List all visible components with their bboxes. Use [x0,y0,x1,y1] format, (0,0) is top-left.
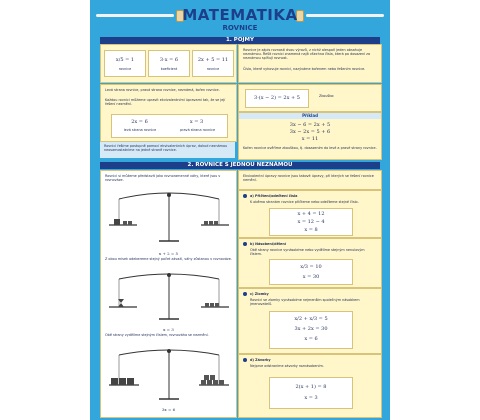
rule-a-text: K oběma stranám rovnice přičteme nebo odečteme stejné číslo. [250,200,359,204]
terms-eq-left: 2x = 6 [131,119,148,125]
section-1-mid-left-panel [100,84,237,142]
section-1-heading: 1. POJMY [100,37,380,44]
definition-text: Rovnice je zápis rovnosti dvou výrazů, z nichž alespoň jeden obsahuje neznámou. Řešit rovnici znamená najít všechna čísla, která po dosazení za neznámou splňují rovnost. [243,48,371,61]
rule-d-bullet [243,358,247,362]
check-label: Zkouška: [319,94,335,98]
page-subtitle: ROVNICE [222,24,258,32]
rule-c-eq-2: 3x + 2x = 30 [294,326,328,332]
eq-2-label: koeficient [160,67,178,71]
balance-scale-3 [109,347,229,407]
eq-box-2 [148,50,190,77]
rule-b-bullet [243,242,247,246]
root-definition-text: Číslo, které vyhovuje rovnici, nazýváme kořenem nebo řešením rovnice. [243,67,366,71]
rule-c-eq-box [269,311,353,349]
eq-3: 2x + 5 = 11 [197,57,229,63]
rule-c-eq-1: x/2 + x/3 = 5 [294,316,328,322]
check-text: Kořen rovnice ověříme zkouškou, tj. dosazením do levé a pravé strany rovnice. [243,146,377,150]
example-step-2: 3x − 2x = 5 + 6 [289,129,331,135]
eq-box-1 [104,50,146,77]
solving-text: Rovnici řešíme postupně pomocí ekvivalentních úprav, dokud neznámou neosamostatníme na jedné straně rovnice. [104,144,228,153]
example-step-3: x = 11 [301,136,319,142]
rule-d-text: Nejprve odstraníme závorky roznásobením. [250,364,324,368]
example-step-1: 3x − 6 = 2x + 5 [289,122,331,128]
eq-2: 3·x = 6 [159,57,179,63]
rule-b-eq-2: x = 30 [302,274,320,280]
scale-note-2: Obě strany vydělíme stejným číslem, rovnováha se nezmění. [105,333,209,337]
example-heading: Příklad [239,113,381,119]
rule-d-panel [238,354,382,418]
terms-eq-box [111,114,228,138]
scale-note-1: Z obou misek odebereme stejný počet závaží, váhy zůstanou v rovnováze. [105,257,232,261]
section-2-left-panel [100,170,237,418]
rule-c-panel [238,288,382,354]
rule-b-text: Obě strany rovnice vynásobíme nebo vydělíme stejným nenulovým číslem. [250,248,365,257]
rule-b-eq-box [269,259,353,285]
section-1-mid-right-panel [238,84,382,112]
rule-c-eq-3: x = 6 [304,336,318,342]
example-eq: 3·(x − 2) = 2x + 5 [254,95,300,101]
section-1-example-panel [238,112,382,160]
scale-1-caption: x + 2 = 5 [158,251,179,256]
section-2-heading: 2. ROVNICE S JEDNOU NEZNÁMOU [100,162,380,169]
section-2-intro-panel [238,170,382,190]
rule-b-panel [238,238,382,288]
terms-eq-right: x = 3 [189,119,204,125]
scale-intro-text: Rovnici si můžeme představit jako rovnoramenné váhy, které jsou v rovnováze. [105,174,221,183]
eq-1: x/5 = 1 [115,57,135,63]
scale-2-caption: x = 3 [163,327,174,332]
rule-d-eq-2: x = 3 [304,395,318,401]
rule-d-eq-box [269,377,353,409]
section-1-top-right-panel [238,44,382,83]
rule-a-eq-box [269,208,353,236]
example-eq-box [245,89,309,108]
rule-a-bullet [243,194,247,198]
rule-a-eq-3: x = 8 [304,227,318,233]
poster [90,0,390,420]
section-1-bottom-left-band [100,142,235,158]
rule-a-panel [238,190,382,238]
terms-eq-right-label: pravá strana rovnice [179,128,216,132]
section-1-top-left-panel [100,44,237,83]
balance-scale-1 [109,189,229,249]
terms-eq-left-label: levá strana rovnice [123,128,157,132]
balance-scale-2 [109,271,229,327]
equivalent-intro-text: Ekvivalentní úpravy rovnice jsou takové úpravy, při kterých se řešení rovnice nemění. [243,174,374,183]
eq-3-label: rovnice [206,67,220,71]
rule-a-eq-2: x = 12 − 4 [297,219,325,225]
rule-a-title: a) Přičtení/odečtení čísla [250,194,298,198]
rule-c-title: c) Zlomky [250,292,269,296]
page-title: MATEMATIKA [182,6,298,24]
eq-1-label: rovnice [118,67,132,71]
header [90,0,390,34]
rule-c-bullet [243,292,247,296]
equivalence-text: Každou rovnici můžeme upravit ekvivalentními úpravami tak, že se její řešení nezmění. [105,98,226,107]
rule-c-text: Rovnici se zlomky vynásobíme nejmenším společným násobkem jmenovatelů. [250,298,360,307]
rule-d-title: d) Závorky [250,358,271,362]
eq-box-3 [192,50,234,77]
rule-b-title: b) Násobení/dělení [250,242,286,246]
scale-3-caption: 3x = 6 [161,407,176,412]
rule-b-eq-1: x/3 = 10 [300,264,322,270]
rule-d-eq-1: 2(x + 1) = 8 [295,384,327,390]
terms-text: Levá strana rovnice, pravá strana rovnice, neznámá, kořen rovnice. [105,88,220,92]
rule-a-eq-1: x + 4 = 12 [297,211,325,217]
